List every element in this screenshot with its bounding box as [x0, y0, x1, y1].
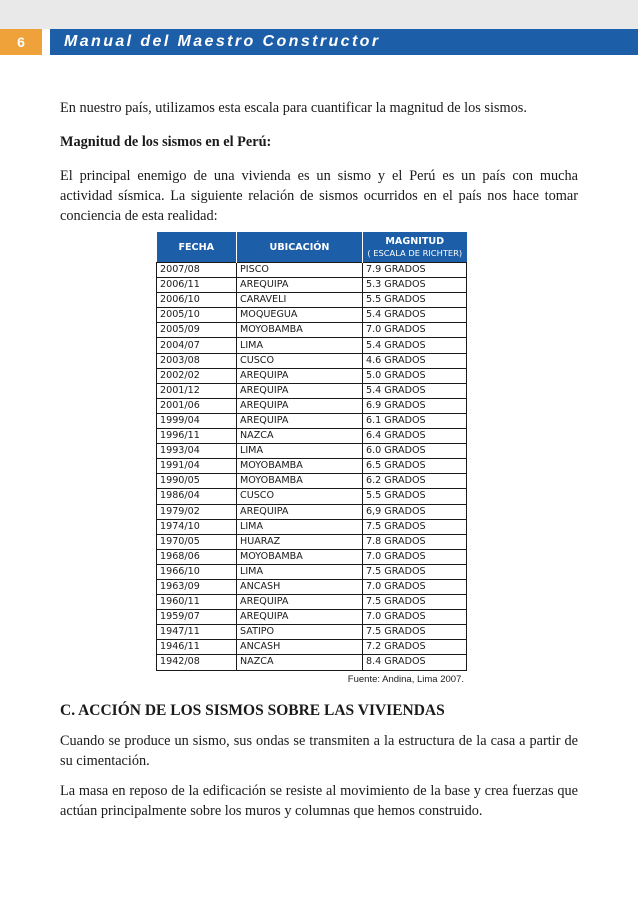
cell-fecha: 1947/11	[157, 625, 237, 640]
page-content	[60, 98, 578, 821]
cell-ubicacion: AREQUIPA	[237, 398, 363, 413]
top-band	[0, 0, 638, 29]
cell-magnitud: 5.5 GRADOS	[363, 293, 467, 308]
header-magnitud	[363, 232, 467, 263]
cell-fecha: 2004/07	[157, 338, 237, 353]
cell-fecha: 1993/04	[157, 444, 237, 459]
cell-ubicacion: ANCASH	[237, 640, 363, 655]
cell-magnitud: 7.0 GRADOS	[363, 323, 467, 338]
cell-fecha: 1991/04	[157, 459, 237, 474]
cell-ubicacion: AREQUIPA	[237, 278, 363, 293]
cell-magnitud: 7.5 GRADOS	[363, 595, 467, 610]
table-row	[157, 625, 467, 640]
cell-ubicacion: LIMA	[237, 519, 363, 534]
cell-magnitud: 6.1 GRADOS	[363, 413, 467, 428]
cell-ubicacion: MOQUEGUA	[237, 308, 363, 323]
cell-ubicacion: AREQUIPA	[237, 610, 363, 625]
earthquake-table	[156, 232, 467, 671]
table-row	[157, 429, 467, 444]
cell-ubicacion: SATIPO	[237, 625, 363, 640]
cell-fecha: 1946/11	[157, 640, 237, 655]
table-row	[157, 504, 467, 519]
cell-fecha: 1959/07	[157, 610, 237, 625]
cell-ubicacion: NAZCA	[237, 655, 363, 670]
cell-magnitud: 8.4 GRADOS	[363, 655, 467, 670]
table-row	[157, 655, 467, 670]
section-heading: C. ACCIÓN DE LOS SISMOS SOBRE LAS VIVIENDAS	[60, 701, 445, 719]
table-row	[157, 353, 467, 368]
table-row	[157, 459, 467, 474]
cell-fecha: 1968/06	[157, 549, 237, 564]
table-row	[157, 549, 467, 564]
table-row	[157, 474, 467, 489]
cell-fecha: 2003/08	[157, 353, 237, 368]
context-paragraph: El principal enemigo de una vivienda es un sismo y el Perú es un país con mucha actividad sísmica. La siguiente relación de sismos ocurridos en el país nos hace tomar conciencia de esta realidad:	[60, 168, 578, 224]
manual-title: Manual del Maestro Constructor	[64, 33, 381, 50]
cell-fecha: 2006/10	[157, 293, 237, 308]
header-magnitud-scale: ( ESCALA DE RICHTER)	[367, 248, 463, 258]
cell-fecha: 1986/04	[157, 489, 237, 504]
cell-ubicacion: NAZCA	[237, 429, 363, 444]
cell-ubicacion: HUARAZ	[237, 534, 363, 549]
cell-fecha: 1960/11	[157, 595, 237, 610]
header-fecha: FECHA	[157, 232, 237, 263]
cell-magnitud: 7.5 GRADOS	[363, 625, 467, 640]
table-row	[157, 489, 467, 504]
table-body	[157, 263, 467, 671]
section-paragraph-2: La masa en reposo de la edificación se resiste al movimiento de la base y crea fuerzas que actúan principalmente sobre los muros y columnas que hemos construido.	[60, 782, 578, 819]
intro-paragraph: En nuestro país, utilizamos esta escala para cuantificar la magnitud de los sismos.	[60, 100, 527, 116]
table-row	[157, 564, 467, 579]
cell-magnitud: 7.8 GRADOS	[363, 534, 467, 549]
table-row	[157, 444, 467, 459]
cell-fecha: 1996/11	[157, 429, 237, 444]
cell-magnitud: 7.5 GRADOS	[363, 519, 467, 534]
cell-ubicacion: CUSCO	[237, 353, 363, 368]
cell-ubicacion: AREQUIPA	[237, 383, 363, 398]
table-row	[157, 579, 467, 594]
table-row	[157, 383, 467, 398]
cell-magnitud: 6.2 GRADOS	[363, 474, 467, 489]
table-row	[157, 534, 467, 549]
table-row	[157, 293, 467, 308]
cell-fecha: 1990/05	[157, 474, 237, 489]
table-header-row	[157, 232, 467, 263]
cell-fecha: 1979/02	[157, 504, 237, 519]
cell-fecha: 1970/05	[157, 534, 237, 549]
cell-ubicacion: AREQUIPA	[237, 413, 363, 428]
cell-magnitud: 6.5 GRADOS	[363, 459, 467, 474]
cell-ubicacion: CARAVELI	[237, 293, 363, 308]
cell-fecha: 2005/10	[157, 308, 237, 323]
table-row	[157, 278, 467, 293]
table-row	[157, 308, 467, 323]
cell-ubicacion: CUSCO	[237, 489, 363, 504]
table-row	[157, 338, 467, 353]
table-row	[157, 323, 467, 338]
table-row	[157, 398, 467, 413]
cell-magnitud: 5.4 GRADOS	[363, 308, 467, 323]
table-row	[157, 595, 467, 610]
cell-fecha: 1942/08	[157, 655, 237, 670]
cell-ubicacion: LIMA	[237, 564, 363, 579]
cell-ubicacion: AREQUIPA	[237, 504, 363, 519]
cell-ubicacion: MOYOBAMBA	[237, 549, 363, 564]
cell-magnitud: 7.5 GRADOS	[363, 564, 467, 579]
cell-magnitud: 7.0 GRADOS	[363, 579, 467, 594]
cell-ubicacion: PISCO	[237, 263, 363, 278]
cell-magnitud: 6.9 GRADOS	[363, 398, 467, 413]
cell-ubicacion: AREQUIPA	[237, 368, 363, 383]
cell-fecha: 2007/08	[157, 263, 237, 278]
table-row	[157, 610, 467, 625]
cell-magnitud: 7.2 GRADOS	[363, 640, 467, 655]
table-row	[157, 519, 467, 534]
cell-fecha: 2001/06	[157, 398, 237, 413]
cell-magnitud: 4.6 GRADOS	[363, 353, 467, 368]
cell-magnitud: 6,9 GRADOS	[363, 504, 467, 519]
table-row	[157, 368, 467, 383]
cell-fecha: 2002/02	[157, 368, 237, 383]
cell-magnitud: 7.0 GRADOS	[363, 549, 467, 564]
cell-ubicacion: MOYOBAMBA	[237, 323, 363, 338]
cell-magnitud: 6.4 GRADOS	[363, 429, 467, 444]
cell-ubicacion: ANCASH	[237, 579, 363, 594]
cell-ubicacion: LIMA	[237, 444, 363, 459]
table-source: Fuente: Andina, Lima 2007.	[347, 673, 464, 685]
cell-magnitud: 7.0 GRADOS	[363, 610, 467, 625]
cell-magnitud: 5.4 GRADOS	[363, 383, 467, 398]
cell-magnitud: 5.3 GRADOS	[363, 278, 467, 293]
cell-fecha: 1999/04	[157, 413, 237, 428]
cell-fecha: 2005/09	[157, 323, 237, 338]
cell-magnitud: 5.5 GRADOS	[363, 489, 467, 504]
cell-fecha: 2006/11	[157, 278, 237, 293]
cell-ubicacion: MOYOBAMBA	[237, 459, 363, 474]
table-row	[157, 263, 467, 278]
cell-ubicacion: MOYOBAMBA	[237, 474, 363, 489]
cell-magnitud: 6.0 GRADOS	[363, 444, 467, 459]
header-divider	[42, 29, 50, 55]
cell-fecha: 1974/10	[157, 519, 237, 534]
cell-magnitud: 5.4 GRADOS	[363, 338, 467, 353]
page-header	[0, 29, 638, 55]
table-row	[157, 413, 467, 428]
cell-ubicacion: AREQUIPA	[237, 595, 363, 610]
cell-magnitud: 5.0 GRADOS	[363, 368, 467, 383]
header-magnitud-label: MAGNITUD	[385, 236, 445, 247]
cell-fecha: 1963/09	[157, 579, 237, 594]
subheading: Magnitud de los sismos en el Perú:	[60, 134, 272, 150]
section-paragraph-1: Cuando se produce un sismo, sus ondas se transmiten a la estructura de la casa a partir de su cimentación.	[60, 732, 578, 769]
cell-fecha: 2001/12	[157, 383, 237, 398]
table-row	[157, 640, 467, 655]
page-number: 6	[0, 29, 42, 55]
cell-ubicacion: LIMA	[237, 338, 363, 353]
cell-fecha: 1966/10	[157, 564, 237, 579]
cell-magnitud: 7.9 GRADOS	[363, 263, 467, 278]
header-ubicacion: UBICACIÓN	[237, 232, 363, 263]
